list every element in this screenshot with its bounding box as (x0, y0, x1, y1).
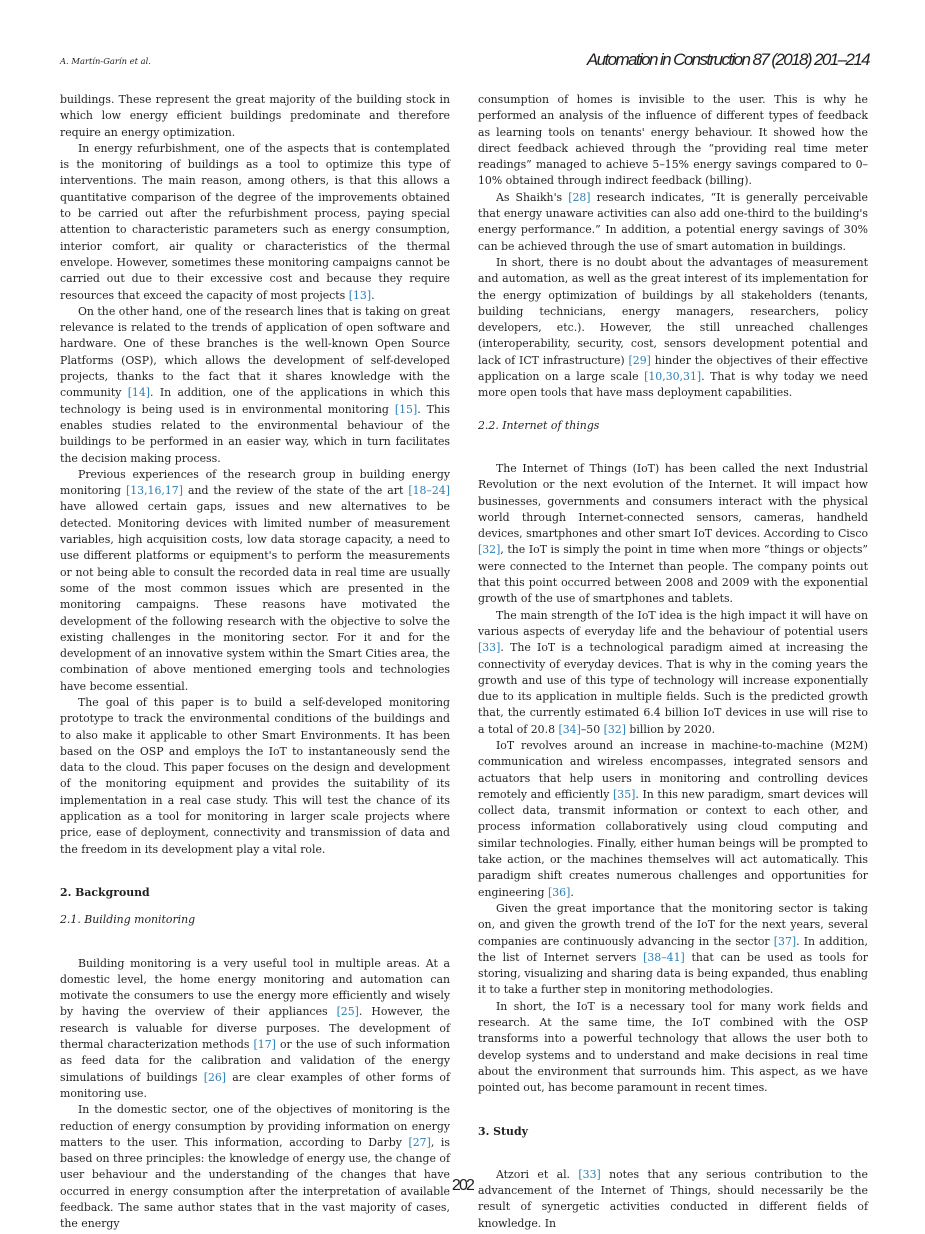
citation-link[interactable]: [17] (253, 1038, 276, 1052)
paragraph: Building monitoring is a very useful tool in multiple areas. At a domestic level, the home energy monitoring and automation can motivate the consumers to use the energy more efficiently and wisely by having the overview of their appliances [25]. However, the research is valuable for diverse purposes. The development of thermal characterization methods [17] or the use of such information as feed data for the calibration and validation of the energy simulations of buildings [26] are clear examples of other forms of monitoring use. (60, 956, 450, 1100)
citation-link[interactable]: [25] (336, 1005, 359, 1019)
paragraph: As Shaikh's [28] research indicates, “It is generally perceivable that energy unaware activities can also add one-third to the building's energy performance.” In addition, a potential energy savings of 30% can be achieved through the use of smart automation in buildings. (478, 190, 868, 253)
section-heading: 3. Study (478, 1124, 528, 1138)
running-header (60, 50, 869, 74)
paragraph: The main strength of the IoT idea is the high impact it will have on various aspects of everyday life and the behaviour of potential users [33]. The IoT is a technological paradigm aimed at increasing the connectivity of everyday devices. That is why in the coming years the growth and use of this type of technology will increase exponentially due to its application in multiple fields. Such is the predicted growth that, the currently estimated 6.4 billion IoT devices in use will rise to a total of 20.8 [34]–50 [32] billion by 2020. (478, 608, 868, 736)
citation-link[interactable]: [37] (773, 934, 797, 948)
paragraph: In short, there is no doubt about the advantages of measurement and automation, as well as the great interest of its implementation for the energy optimization of buildings by all stakeholders (tenants, building technicians, energy managers, researchers, policy developers, etc.). However, the still unreached challenges (interoperability, security, cost, sensors development potential and lack of ICT infrastructure) [29] hinder the objectives of their effective application on a large scale [10,30,31]. That is why today we need more open tools that have mass deployment capabilities. (478, 255, 868, 400)
citation-link[interactable]: [34] (558, 722, 581, 736)
section-heading: 2. Background (60, 885, 150, 899)
paragraph: Atzori et al. [33] notes that any serious contribution to the advancement of the Internet of Things, should necessarily be the result of synergetic activities conducted in different fields of knowledge. In (478, 1167, 868, 1230)
paragraph: The Internet of Things (IoT) has been called the next Industrial Revolution or the next evolution of the Internet. It will impact how businesses, governments and consumers interact with the physical world through Internet-connected sensors, cameras, handheld devices, smartphones and other smart IoT devices. According to Cisco [32], the IoT is simply the point in time when more “things or objects” were connected to the Internet than people. The company points out that this point occurred between 2008 and 2009 with the exponential growth of the use of smartphones and tablets. (478, 461, 868, 606)
citation-link[interactable]: [18–24] (408, 484, 450, 498)
page-number: 202 (451, 1177, 474, 1194)
paragraph: buildings. These represent the great majority of the building stock in which low energy efficient buildings predominate and therefore require an energy optimization. (60, 93, 450, 139)
paragraph: IoT revolves around an increase in machine-to-machine (M2M) communication and wireless encompasses, integrated sensors and actuators that help users in monitoring and controlling devices remotely and efficiently [35]. In this new paradigm, smart devices will collect data, transmit information or context to each other, and process information collaboratively using cloud computing and similar technologies. Finally, either human beings will be prompted to take action, or the machines themselves will act automatically. This paradigm shift creates numerous challenges and opportunities for engineering [36]. (478, 738, 868, 899)
citation-link[interactable]: [33] (478, 641, 501, 655)
header-journal: Automation in Construction 87 (2018) 201–214 (586, 50, 869, 69)
left-column (60, 92, 450, 1233)
header-authors: A. Martín-Garín et al. (60, 56, 151, 66)
citation-link[interactable]: [32] (603, 722, 626, 736)
paragraph: In the domestic sector, one of the objectives of monitoring is the reduction of energy consumption by providing information on energy matters to the user. This information, according to Darby [27], is based on three principles: the knowledge of energy use, the change of user behaviour and the understanding of the changes that have occurred in energy consumption after the interpretation of available feedback. The same author states that in the vast majority of cases, the energy (60, 1103, 450, 1231)
citation-link[interactable]: [36] (547, 885, 571, 899)
citation-link[interactable]: [14] (127, 386, 151, 400)
paragraph: Previous experiences of the research group in building energy monitoring [13,16,17] and the review of the state of the art [18–24] have allowed certain gaps, issues and new alternatives to be detected. Monitoring devices with limited number of measurement variables, high acquisition costs, low data storage capacity, a need to use different platforms or equipment's to perform the measurements or not being able to consult the recorded data in real time are usually some of the most common issues which are presented in the monitoring campaigns. These reasons have motivated the development of the following research with the objective to solve the existing challenges in the monitoring sector. For it and for the development of an innovative system within the Smart Cities area, the combination of above mentioned emerging tools and technologies have become essential. (60, 467, 450, 693)
citation-link[interactable]: [26] (203, 1070, 227, 1084)
citation-link[interactable]: [27] (408, 1135, 431, 1149)
citation-link[interactable]: [13] (348, 288, 372, 302)
subsection-heading: 2.2. Internet of things (478, 418, 600, 432)
citation-link[interactable]: [38–41] (643, 950, 685, 964)
subsection-heading: 2.1. Building monitoring (60, 913, 196, 927)
paragraph: Given the great importance that the monitoring sector is taking on, and given the growth trend of the IoT for the next years, several companies are continuously advancing in the sector [37]. In addition, the list of Internet servers [38–41] that can be used as tools for storing, visualizing and sharing data is being expanded, thus enabling it to take a further step in monitoring methodologies. (478, 901, 868, 997)
citation-link[interactable]: [33] (578, 1167, 601, 1181)
paragraph: consumption of homes is invisible to the user. This is why he performed an analysis of the influence of different types of feedback as learning tools on tenants' energy behaviour. It showed how the direct feedback achieved through the “providing real time meter readings” managed to achieve 5–15% energy savings compared to 0–10% obtained through indirect feedback (billing). (478, 93, 868, 188)
citation-link[interactable]: [35] (613, 787, 636, 801)
citation-link[interactable]: [28] (568, 190, 591, 204)
paragraph: In short, the IoT is a necessary tool for many work fields and research. At the same time, the IoT combined with the OSP transforms into a powerful technology that allows the user both to develop systems and to understand and make decisions in real time about the environment that surrounds him. This aspect, as we have pointed out, has become paramount in recent times. (478, 999, 868, 1095)
paragraph: The goal of this paper is to build a self-developed monitoring prototype to track the environmental conditions of the buildings and to also make it applicable to other Smart Environments. It has been based on the OSP and employs the IoT to instantaneously send the data to the cloud. This paper focuses on the design and development of the monitoring equipment and provides the suitability of its implementation in a real case study. This will test the chance of its application as a tool for monitoring in larger scale projects where price, ease of deployment, connectivity and transmission of data and the freedom in its development play a vital role. (60, 695, 450, 856)
citation-link[interactable]: [15] (394, 402, 418, 416)
citation-link[interactable]: [32] (478, 543, 501, 557)
citation-link[interactable]: [10,30,31] (644, 370, 702, 384)
paragraph: On the other hand, one of the research lines that is taking on great relevance is related to the trends of application of open software and hardware. One of these branches is the well-known Open Source Platforms (OSP), which allows the development of self-developed projects, thanks to the fact that it shares knowledge with the community [14]. In addition, one of the applications in which this technology is being used is in environmental monitoring [15]. This enables studies related to the environmental behaviour of the buildings to be performed in an easier way, which in turn facilitates the decision making process. (60, 304, 450, 465)
citation-link[interactable]: [29] (628, 353, 651, 367)
citation-link[interactable]: [13,16,17] (125, 484, 183, 498)
paragraph: In energy refurbishment, one of the aspects that is contemplated is the monitoring of buildings as a tool to optimize this type of interventions. The main reason, among others, is that this allows a quantitative comparison of the degree of the improvements obtained to be carried out after the refurbishment process, paying special attention to characteristic parameters such as energy consumption, interior comfort, air quality or characteristics of the thermal envelope. However, sometimes these monitoring campaigns cannot be carried out due to their excessive cost and because they require resources that exceed the capacity of most projects [13]. (60, 141, 450, 302)
right-column (478, 92, 868, 1232)
